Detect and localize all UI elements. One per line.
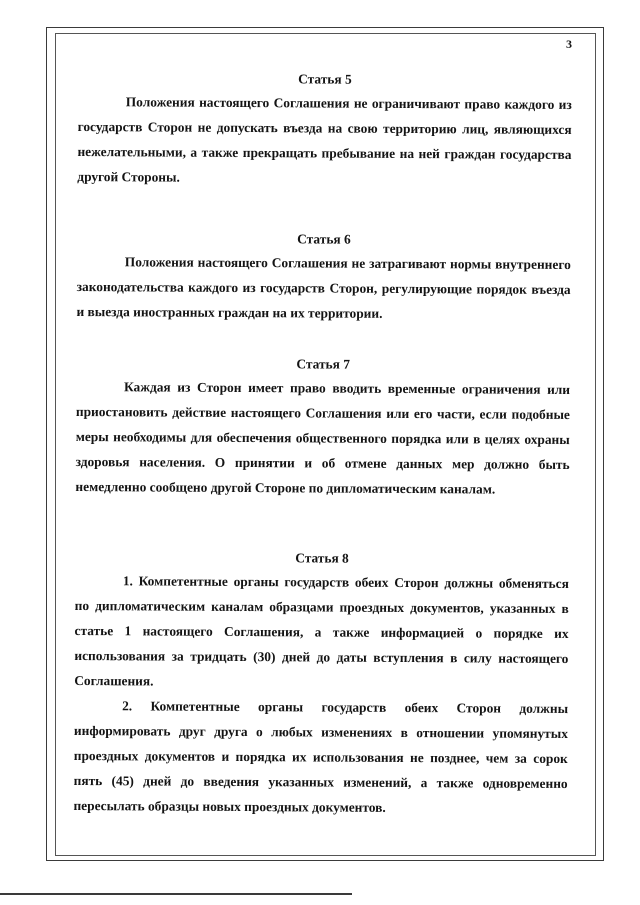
bottom-scan-line — [0, 893, 352, 895]
article-heading: Статья 7 — [296, 356, 351, 372]
article-paragraph: Положения настоящего Соглашения не ограничивают право каждого из государств Сторон не допускать въезда на свою территорию лиц, являющихся нежелательными, а также прекращать пребывание на ней граждан государства другой Стороны. — [77, 94, 572, 185]
article-heading: Статья 6 — [297, 231, 351, 247]
article-paragraph: Каждая из Сторон имеет право вводить временные ограничения или приостановить действие настоящего Соглашения или его части, если подобные меры необходимы для обеспечения общественного порядка или в целях охраны здоровья населения. О принятии и об отмене данных мер должно быть немедленно сообщено другой Стороне по дипломатическим каналам. — [75, 379, 571, 497]
article-heading: Статья 8 — [295, 550, 349, 566]
article-8 — [73, 546, 569, 821]
article-5 — [77, 67, 572, 192]
article-heading: Статья 5 — [298, 71, 352, 87]
article-paragraph: 1. Компетентные органы государств обеих Сторон должны обменяться по дипломатическим каналам образцами проездных документов, указанных в статье 1 настоящего Соглашения, а также информацией о порядке их использования за тридцать (30) дней до даты вступления в силу настоящего Соглашения. — [74, 573, 569, 689]
document-body — [73, 67, 572, 821]
article-paragraph: 2. Компетентные органы государств обеих Сторон должны информировать друг друга о любых изменениях в отношении упомянутых проездных документов и порядка их использования не позднее, чем за сорок пять (45) дней до введения указанных изменений, а также одновременно пересылать образцы новых проездных документов. — [73, 698, 569, 815]
page-number: 3 — [566, 37, 572, 51]
article-6 — [76, 227, 571, 327]
article-paragraph: Положения настоящего Соглашения не затрагивают нормы внутреннего законодательства каждого из государств Сторон, регулирующие порядок въезда и выезда иностранных граждан на их территории. — [76, 254, 571, 321]
article-7 — [75, 352, 570, 502]
